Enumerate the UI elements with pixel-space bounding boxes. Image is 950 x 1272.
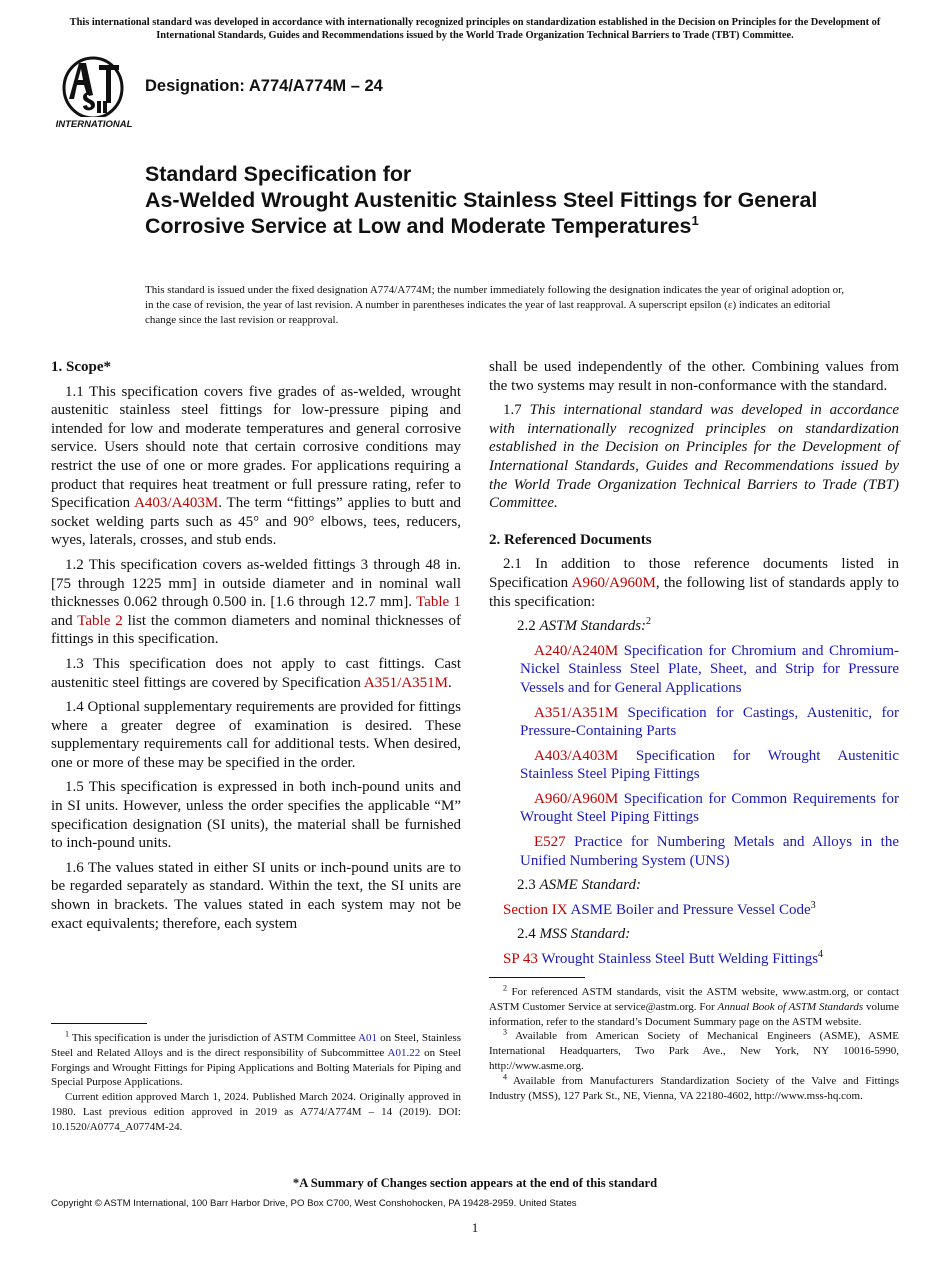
ref-sp43[interactable]	[489, 950, 899, 969]
para-1-6-continued: shall be used independently of the other. Combining values from the two systems may result in non-conformance with the standard.	[489, 359, 899, 394]
footnote-rule-right	[489, 977, 585, 978]
ref-e527[interactable]	[489, 833, 899, 870]
ref-section-ix-title[interactable]: ASME Boiler and Pressure Vessel Code	[570, 901, 811, 918]
ref-section-ix-code[interactable]: Section IX	[503, 901, 568, 918]
mss-standard-label: MSS Standard:	[539, 926, 631, 943]
ref-a351[interactable]	[489, 704, 899, 741]
asme-standard-label: ASME Standard:	[539, 877, 642, 894]
link-a01[interactable]: A01	[358, 1032, 378, 1044]
ref-e527-title[interactable]: Practice for Numbering Metals and Alloys in the Unified Numbering System (UNS)	[520, 834, 899, 869]
para-1-2	[51, 556, 461, 649]
ref-a240-title[interactable]: Specification for Chromium and Chromium-Nickel Stainless Steel Plate, Sheet, and Strip for Pressure Vessels and for General Applications	[520, 642, 899, 696]
footnotes-left	[51, 1031, 461, 1135]
footnote-2-italic: Annual Book of ASTM Standards	[717, 1000, 864, 1013]
page-number: 1	[471, 1220, 479, 1235]
footnotes-right	[489, 985, 899, 1103]
link-a01-22[interactable]: A01.22	[387, 1046, 421, 1059]
footnote-3-text: Available from American Society of Mechanical Engineers (ASME), ASME International Headquarters, Two Park Ave., New York, NY 10016-5990, http://www.asme.org.	[489, 1030, 899, 1072]
footnote-1-mark: 1	[65, 1029, 69, 1039]
footnote-1	[51, 1031, 461, 1090]
footnote-2-text-b: volume information, refer to the standard’s Document Summary page on the ASTM website.	[489, 1000, 899, 1028]
ref-a403-code[interactable]: A403/A403M	[534, 747, 619, 764]
footnote-rule-left	[51, 1023, 147, 1024]
footnote-1-text-b: on Steel, Stainless Steel and Related Alloys and is the direct responsibility of Subcommittee	[51, 1032, 461, 1059]
footnote-4	[489, 1074, 899, 1104]
para-1-7	[489, 401, 899, 513]
link-a960[interactable]: A960/A960M	[571, 574, 656, 591]
footnote-1-text-a: This specification is under the jurisdiction of ASTM Committee	[71, 1032, 359, 1044]
asme-standard-number: 2.3	[517, 877, 540, 894]
issued-note: This standard is issued under the fixed designation A774/A774M; the number immediately following the designation indicates the year of original adoption or, in the case of revision, the year of last revision. A number in parentheses indicates the year of last reapproval. A superscript epsilon (ε) indicates an editorial change since the last revision or reapproval.	[145, 284, 845, 326]
astm-logo	[53, 55, 135, 131]
footnote-3-mark: 3	[503, 1027, 507, 1037]
para-1-4: 1.4 Optional supplementary requirements are provided for fittings where a greater degree of examination is desired. These supplementary requirements call for additional tests. When desired, one or more of these may be specified in the order.	[51, 699, 461, 771]
footnote-3	[489, 1029, 899, 1073]
para-1-3	[51, 655, 461, 692]
mss-standard-number: 2.4	[517, 926, 540, 943]
link-table-1[interactable]: Table 1	[416, 594, 461, 611]
ref-sp43-title[interactable]: Wrought Stainless Steel Butt Welding Fittings	[541, 951, 819, 968]
para-1-5: 1.5 This specification is expressed in both inch-pound units and in SI units. However, unless the order specifies the applicable “M” specification designation (SI units), the material shall be furnished to inch-pound units.	[51, 779, 461, 852]
para-1-2-text-b: list the common diameters and nominal thicknesses of fittings in this specification.	[51, 612, 461, 648]
footnote-4-mark: 4	[503, 1072, 507, 1082]
link-a351[interactable]: A351/A351M	[363, 674, 448, 691]
standard-title	[145, 161, 845, 239]
para-1-2-text-a: 1.2 This specification covers as-welded fittings 3 through 48 in. [75 through 1225 mm] in outside diameter and in nominal wall thicknesses 0.062 through 0.500 in. [1.6 through 12.7 mm].	[51, 556, 461, 611]
ref-sp43-footnote-mark: 4	[818, 949, 824, 961]
para-2-1-text-b: , the following list of standards apply to this specification:	[489, 574, 899, 610]
ref-a351-code[interactable]: A351/A351M	[534, 704, 619, 721]
para-2-1-text-a: 2.1 In addition to those reference documents listed in Specification	[489, 556, 899, 591]
footnote-1-text-c: on Steel Forgings and Wrought Fittings for Piping Applications and Bolting Materials for Piping and Special Purpose Applications.	[51, 1046, 461, 1089]
para-1-2-text-mid: and	[51, 612, 78, 629]
designation: Designation: A774/A774M – 24	[145, 77, 383, 95]
ref-a960-code[interactable]: A960/A960M	[534, 790, 619, 807]
scope-heading: 1. Scope*	[51, 359, 111, 375]
ref-e527-code[interactable]: E527	[534, 834, 566, 851]
ref-section-ix-footnote-mark: 3	[810, 899, 816, 911]
para-1-7-text: This international standard was developed in accordance with internationally recognized principles on standardization established in the Decision on Principles for the Development of International Standards, Guides and Recommendations issued by the World Trade Organization Technical Barriers to Trade (TBT) Committee.	[489, 402, 900, 512]
refdocs-heading: 2. Referenced Documents	[489, 531, 652, 548]
link-a403[interactable]: A403/A403M	[134, 495, 219, 512]
ref-a240[interactable]	[489, 642, 899, 698]
right-column	[489, 358, 899, 975]
astm-logo-subtext: INTERNATIONAL	[55, 119, 133, 130]
astm-standards-footnote-mark: 2	[646, 616, 652, 628]
ref-a403[interactable]	[489, 747, 899, 784]
ref-sp43-code[interactable]: SP 43	[503, 951, 538, 968]
astm-standards-number: 2.2	[517, 618, 540, 635]
para-1-6: 1.6 The values stated in either SI units or inch-pound units are to be regarded separately as standard. Within the text, the SI units are shown in brackets. The values stated in each system may not be exact equivalents; therefore, each system	[51, 859, 461, 932]
ref-a351-title[interactable]: Specification for Castings, Austenitic, for Pressure-Containing Parts	[520, 704, 899, 740]
para-1-1-text-b: . The term “fittings” applies to butt and socket welding parts such as 45° and 90° elbows, tees, reducers, wyes, laterals, crosses, and stub ends.	[51, 495, 461, 549]
para-1-1-text-a: 1.1 This specification covers five grades of as-welded, wrought austenitic stainless steel fittings for low-pressure piping and intended for low and moderate temperatures and general corrosive service. Users should note that certain corrosive conditions may restrict the use of one or more grades. For applications requiring a product that requires heat treatment or full pressure rating, refer to Specification	[51, 383, 461, 512]
mss-standard-heading	[503, 925, 899, 944]
title-main	[145, 187, 845, 239]
para-2-1	[489, 555, 899, 611]
footnote-2-mark: 2	[503, 983, 507, 993]
para-1-3-text-a: 1.3 This specification does not apply to cast fittings. Cast austenitic steel fittings are covered by Specification	[51, 655, 461, 691]
footnote-2-text-a: For referenced ASTM standards, visit the ASTM website, www.astm.org, or contact ASTM Customer Service at service@astm.org. For	[489, 986, 899, 1013]
link-table-2[interactable]: Table 2	[77, 612, 123, 629]
summary-of-changes-note: *A Summary of Changes section appears at the end of this standard	[292, 1176, 658, 1190]
astm-logo-icon	[53, 55, 135, 131]
footnote-4-text: Available from Manufacturers Standardization Society of the Valve and Fittings Industry (MSS), 127 Park St., NE, Vienna, VA 22180-4602, http://www.mss-hq.com.	[489, 1074, 899, 1102]
para-1-3-text-b: .	[447, 674, 452, 691]
asme-standard-heading	[503, 876, 899, 895]
title-line-2: As-Welded Wrought Austenitic Stainless Steel Fittings for General Corrosive Service at Low and Moderate Temperatures	[145, 188, 818, 238]
copyright: Copyright © ASTM International, 100 Barr Harbor Drive, PO Box C700, West Conshohocken, PA 19428-2959. United States	[51, 1198, 577, 1209]
ref-a240-code[interactable]: A240/A240M	[534, 642, 619, 659]
top-notice: This international standard was developed in accordance with internationally recognized principles on standardization established in the Decision on Principles for the Development of International Standards, Guides and Recommendations issued by the World Trade Organization Technical Barriers to Trade (TBT) Committee.	[69, 17, 881, 41]
title-line-1: Standard Specification for	[145, 162, 412, 186]
title-footnote-mark: 1	[691, 212, 699, 228]
para-1-7-number: 1.7	[503, 402, 530, 419]
footnote-2	[489, 985, 899, 1029]
left-column	[51, 358, 461, 939]
ref-a960[interactable]	[489, 790, 899, 827]
ref-a960-title[interactable]: Specification for Common Requirements for Wrought Steel Piping Fittings	[520, 790, 899, 826]
ref-section-ix[interactable]	[489, 901, 899, 920]
footnote-1-edition: Current edition approved March 1, 2024. Published March 2024. Originally approved in 1980. Last previous edition approved in 2019 as A774/A774M – 14 (2019). DOI: 10.1520/A0774_A0774M-24.	[51, 1091, 461, 1133]
para-1-1	[51, 383, 461, 550]
astm-standards-heading	[503, 617, 899, 636]
astm-standards-label: ASTM Standards:	[539, 618, 647, 635]
ref-a403-title[interactable]: Specification for Wrought Austenitic Stainless Steel Piping Fittings	[520, 747, 900, 783]
